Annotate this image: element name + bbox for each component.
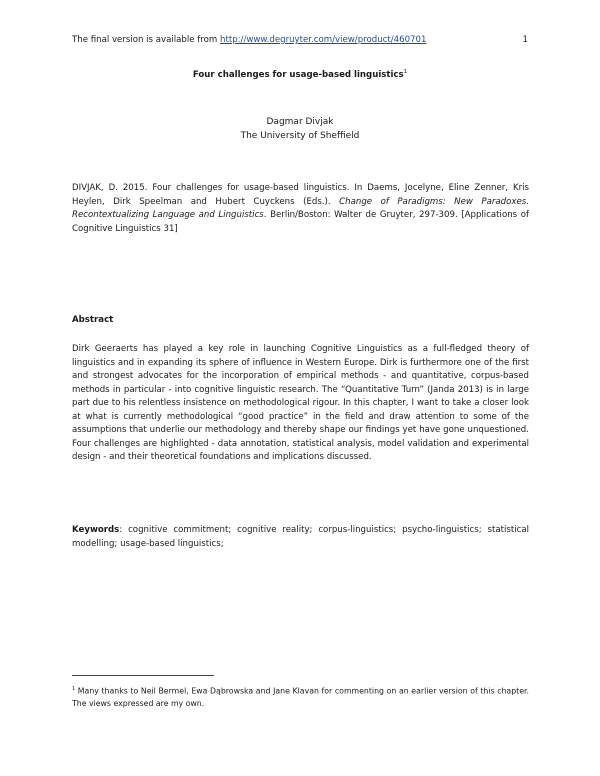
paper-title bbox=[72, 69, 528, 80]
page-header bbox=[72, 35, 528, 45]
publisher-link[interactable]: http://www.degruyter.com/view/product/460701 bbox=[220, 35, 427, 45]
keywords-text: : cognitive commitment; cognitive reality; corpus-linguistics; psycho-linguistics; statistical modelling; usage-based linguistics; bbox=[72, 525, 529, 549]
citation-paragraph bbox=[72, 182, 529, 236]
footnote-mark: 1 bbox=[72, 686, 76, 692]
footnote-text: Many thanks to Neil Bermel, Ewa Dąbrowska and Jane Klavan for commenting on an earlier version of this chapter. The views expressed are my own. bbox=[72, 686, 529, 709]
keywords-paragraph bbox=[72, 524, 529, 551]
title-text: Four challenges for usage-based linguistics bbox=[192, 69, 404, 80]
citation-lead: DIVJAK, D. 2015. Four challenges for usage-based linguistics. In Daems, Jocelyne, Eline Zenner, Kris Heylen, Dirk Speelman and Hubert Cuyckens (Eds.). bbox=[72, 183, 529, 207]
author-name: Dagmar Divjak bbox=[266, 117, 334, 127]
header-availability-text: The final version is available from bbox=[72, 35, 221, 45]
footnote-divider bbox=[72, 675, 214, 676]
title-footnote-mark: 1 bbox=[403, 69, 408, 75]
author-affiliation: The University of Sheffield bbox=[240, 131, 360, 141]
page-number: 1 bbox=[522, 35, 528, 45]
abstract-text: Dirk Geeraerts has played a key role in launching Cognitive Linguistics as a full-fledged theory of linguistics and in expanding its sphere of influence in Western Europe. Dirk is furthermore one of the first and strongest advocates for the incorporation of empirical methods - and quantitative, corpus-based methods in particular - into cognitive linguistic research. The “Quantitative Turn” (Janda 2013) is in large part due to his relentless insistence on methodological rigour. In this chapter, I want to take a closer look at what is currently methodological “good practice” in the field and draw attention to some of the assumptions that underlie our methodology and thereby shape our findings yet have gone unquestioned. Four challenges are highlighted - data annotation, statistical analysis, model validation and experimental design - and their theoretical foundations and implications discussed. bbox=[72, 344, 529, 462]
citation-book-title: Change of Paradigms: New Paradoxes. Recontextualizing Language and Linguistics bbox=[72, 196, 529, 220]
citation-tail: . Berlin/Boston: Walter de Gruyter, 297-309. [Applications of Cognitive Linguistics 31] bbox=[72, 210, 529, 234]
keywords-label: Keywords bbox=[72, 525, 120, 535]
abstract-heading: Abstract bbox=[72, 315, 114, 325]
footnote bbox=[72, 683, 529, 711]
